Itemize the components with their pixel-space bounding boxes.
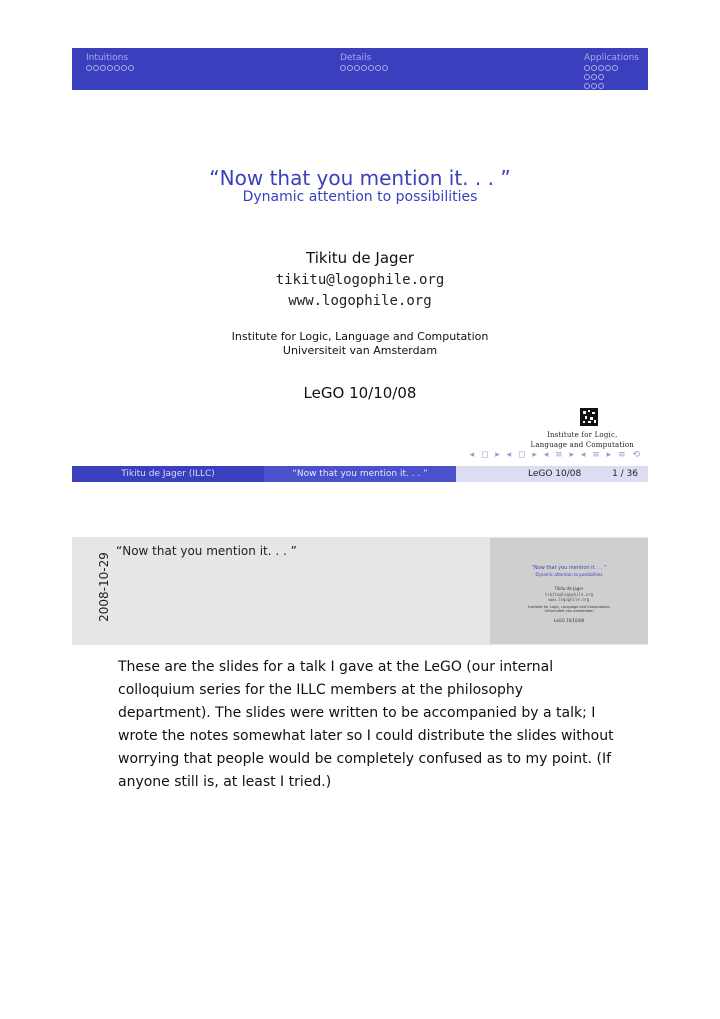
notes-body-text: These are the slides for a talk I gave at the LeGO (our internal colloquium series for the ILLC members at the philosophy department). The slides were written to be accompanied by a talk; I wrote the notes somewhat later so I could distribute the slides without worrying that people would be completely confused as to my point. (If anyone still is, at least I tried.) <box>118 659 614 790</box>
nav-slide-dot-icon[interactable] <box>107 65 113 71</box>
nav-slide-dot-icon[interactable] <box>598 83 604 89</box>
author-website[interactable]: www.logophile.org <box>288 293 432 309</box>
slide-page <box>72 48 648 482</box>
slide-thumbnail <box>490 538 648 644</box>
nav-slide-dot-icon[interactable] <box>347 65 353 71</box>
nav-slide-dot-icon[interactable] <box>100 65 106 71</box>
thumbnail-website: www.logophile.org <box>548 597 590 602</box>
slide-footer <box>72 466 648 482</box>
nav-slide-dot-icon[interactable] <box>584 83 590 89</box>
nav-dot-row <box>584 64 644 73</box>
nav-section-intuitions[interactable]: Intuitions <box>86 53 129 63</box>
nav-slide-dot-icon[interactable] <box>340 65 346 71</box>
nav-slide-dot-icon[interactable] <box>598 74 604 80</box>
nav-dot-row <box>584 73 644 82</box>
nav-slide-dot-icon[interactable] <box>121 65 127 71</box>
nav-dots-intuitions[interactable] <box>86 64 146 73</box>
illc-logo-text: Institute for Logic, Language and Computation <box>530 431 634 449</box>
thumbnail-event-date: LeGO 10/10/08 <box>553 618 585 623</box>
nav-slide-dot-icon[interactable] <box>361 65 367 71</box>
nav-dot-row <box>86 64 146 73</box>
nav-dots-details[interactable] <box>340 64 400 73</box>
nav-slide-dot-icon[interactable] <box>86 65 92 71</box>
nav-slide-dot-icon[interactable] <box>128 65 134 71</box>
nav-slide-dot-icon[interactable] <box>354 65 360 71</box>
author-email[interactable]: tikitu@logophile.org <box>275 272 445 288</box>
nav-dot-row <box>340 64 400 73</box>
thumbnail-title: “Now that you mention it. . . ” <box>531 565 607 571</box>
nav-dots-applications[interactable] <box>584 64 644 91</box>
thumbnail-email: tikitu@logophile.org <box>544 592 594 597</box>
nav-slide-dot-icon[interactable] <box>114 65 120 71</box>
nav-section-applications[interactable]: Applications <box>584 53 639 63</box>
university-name: Universiteit van Amsterdam <box>282 344 438 357</box>
nav-slide-dot-icon[interactable] <box>375 65 381 71</box>
illc-logo-icon <box>580 408 598 426</box>
beamer-navigation-icons[interactable]: ◂ ◻ ▸ ◂ ◻ ▸ ◂ ≡ ▸ ◂ ≡ ▸ ≡ ⟲ <box>469 450 642 460</box>
author-name: Tikitu de Jager <box>306 249 414 267</box>
nav-slide-dot-icon[interactable] <box>584 74 590 80</box>
nav-slide-dot-icon[interactable] <box>368 65 374 71</box>
notes-date: 2008-10-29 <box>97 552 111 622</box>
nav-slide-dot-icon[interactable] <box>591 74 597 80</box>
notes-slide-title: “Now that you mention it. . . ” <box>116 544 297 558</box>
footer-page-number: 1 / 36 <box>612 469 638 479</box>
slide-subtitle: Dynamic attention to possibilities <box>242 189 478 205</box>
nav-slide-dot-icon[interactable] <box>591 83 597 89</box>
slide-title: “Now that you mention it. . . ” <box>209 166 511 190</box>
thumbnail-subtitle: Dynamic attention to possibilities <box>535 572 603 577</box>
institute-name: Institute for Logic, Language and Computation <box>231 330 489 343</box>
footer-info <box>456 466 648 482</box>
nav-slide-dot-icon[interactable] <box>93 65 99 71</box>
footer-title: “Now that you mention it. . . ” <box>264 466 456 482</box>
thumbnail-author: Tikitu de Jager <box>554 586 584 591</box>
nav-slide-dot-icon[interactable] <box>382 65 388 71</box>
footer-author: Tikitu de Jager (ILLC) <box>72 466 264 482</box>
section-navbar <box>72 48 648 90</box>
nav-slide-dot-icon[interactable] <box>591 65 597 71</box>
thumbnail-university: Universiteit van Amsterdam <box>544 609 594 613</box>
nav-slide-dot-icon[interactable] <box>584 65 590 71</box>
footer-date: LeGO 10/08 <box>528 469 582 479</box>
nav-slide-dot-icon[interactable] <box>598 65 604 71</box>
nav-slide-dot-icon[interactable] <box>605 65 611 71</box>
nav-section-details[interactable]: Details <box>340 53 372 63</box>
nav-dot-row <box>584 82 644 91</box>
thumbnail-institute: Institute for Logic, Language and Computation <box>528 605 610 609</box>
nav-slide-dot-icon[interactable] <box>612 65 618 71</box>
event-date: LeGO 10/10/08 <box>303 384 417 402</box>
